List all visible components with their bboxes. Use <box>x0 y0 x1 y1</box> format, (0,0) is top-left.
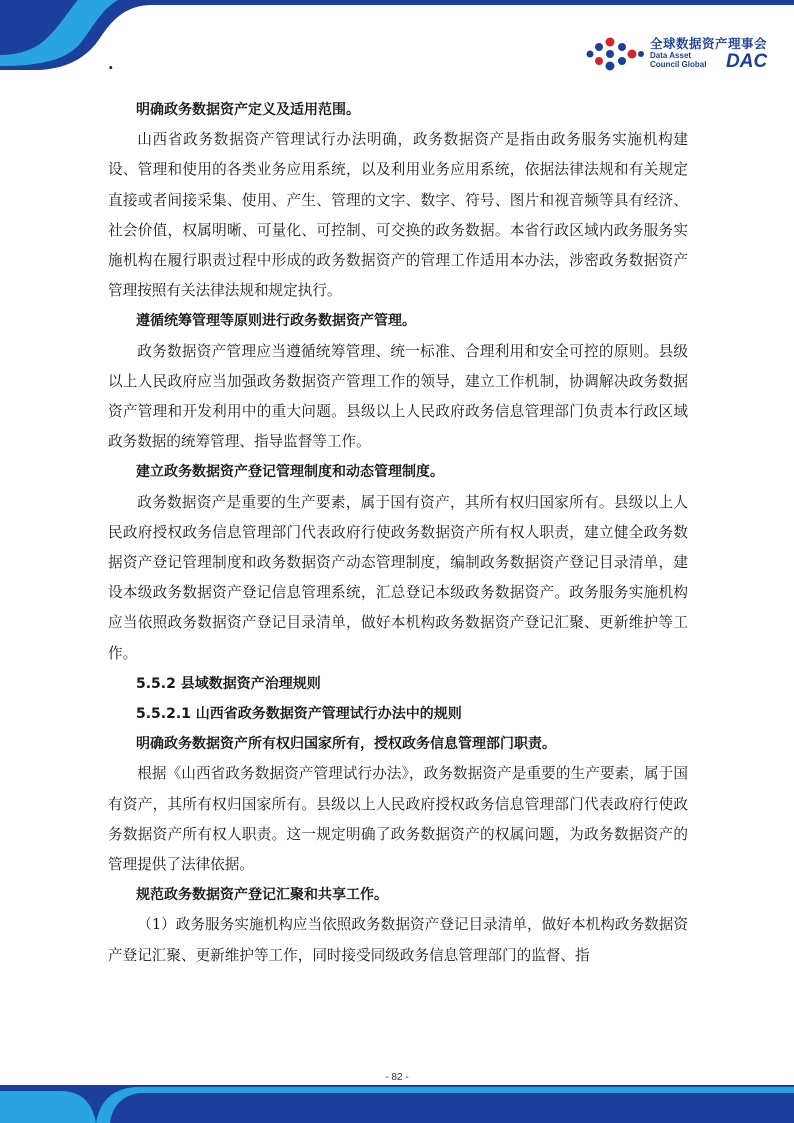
dac-logo <box>584 34 784 74</box>
body-paragraph: 山西省政务数据资产管理试行办法明确，政务数据资产是指由政务服务实施机构建设、管理和使用的各类业务应用系统，以及利用业务应用系统，依据法律法规和有关规定直接或者间接采集、使用、产生、管理的文字、数字、符号、图片和视音频等具有经济、社会价值，权属明晰、可量化、可控制、可交换的政务数据。本省行政区域内政务服务实施机构在履行职责过程中形成的政务数据资产的管理工作适用本办法，涉密政务数据资产管理按照有关法律法规和规定执行。 <box>108 131 688 300</box>
section-heading: 规范政务数据资产登记汇聚和共享工作。 <box>136 887 388 904</box>
logo-en-line1: Data Asset <box>650 51 692 60</box>
body-paragraph: 根据《山西省政务数据资产管理试行办法》，政务数据资产是重要的生产要素，属于国有资产，其所有权归国家所有。县级以上人民政府授权政务信息管理部门代表政府行使政务数据资产所有权人职责。这一规定明确了政务数据资产的权属问题，为政务数据资产的管理提供了法律依据。 <box>108 765 688 874</box>
logo-en-name <box>650 51 710 69</box>
section-heading: 遵循统筹管理等原则进行政务数据资产管理。 <box>136 313 416 330</box>
section-heading: 明确政务数据资产所有权归国家所有，授权政务信息管理部门职责。 <box>136 736 556 753</box>
page-number: - 82 - <box>385 1072 409 1083</box>
logo-en-line2: Council Global <box>650 60 707 69</box>
logo-cn-name: 全球数据资产理事会 <box>650 36 768 51</box>
dac-dots-icon <box>584 34 648 74</box>
section-heading: 建立政务数据资产登记管理制度和动态管理制度。 <box>136 464 444 481</box>
footer-band-decoration <box>0 1061 794 1123</box>
section-heading: 明确政务数据资产定义及适用范围。 <box>136 102 360 118</box>
body-paragraph: （1）政务服务实施机构应当依照政务数据资产登记目录清单，做好本机构政务数据资产登记汇聚、更新维护等工作，同时接受同级政务信息管理部门的监督、指 <box>108 916 688 964</box>
logo-abbr: DAC <box>726 51 768 72</box>
document-body <box>108 95 688 971</box>
subsection-heading: 5.5.2.1 山西省政务数据资产管理试行办法中的规则 <box>136 706 462 723</box>
subsection-heading: 5.5.2 县域数据资产治理规则 <box>136 675 321 692</box>
header-marker: . <box>108 54 114 73</box>
body-paragraph: 政务数据资产管理应当遵循统筹管理、统一标准、合理利用和安全可控的原则。县级以上人民政府应当加强政务数据资产管理工作的领导，建立工作机制，协调解决政务数据资产管理和开发利用中的重大问题。县级以上人民政府政务信息管理部门负责本行政区域政务数据的统筹管理、指导监督等工作。 <box>108 342 688 451</box>
body-paragraph: 政务数据资产是重要的生产要素，属于国有资产，其所有权归国家所有。县级以上人民政府授权政务信息管理部门代表政府行使政务数据资产所有权人职责，建立健全政务数据资产登记管理制度和政务数据资产动态管理制度，编制政务数据资产登记目录清单，建设本级政务数据资产登记信息管理系统，汇总登记本级政务数据资产。政务服务实施机构应当依照政务数据资产登记目录清单，做好本机构政务数据资产登记汇聚、更新维护等工作。 <box>108 493 688 662</box>
